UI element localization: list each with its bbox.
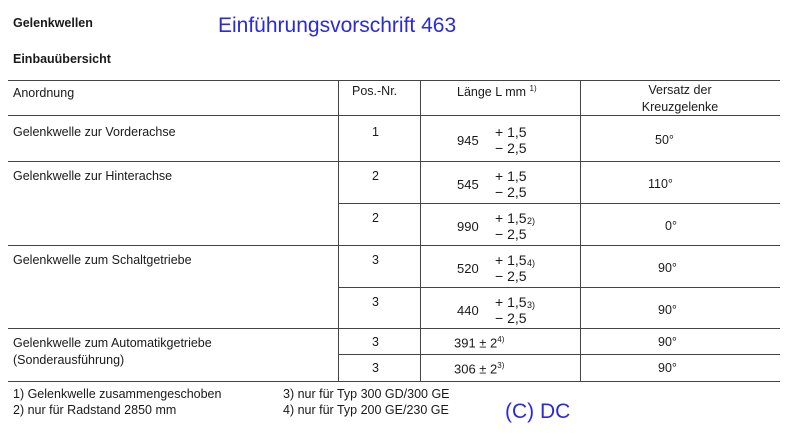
row-pos: 1 (372, 125, 379, 139)
subsection-title: Einbauübersicht (13, 52, 111, 66)
row-footnote-ref: 2) (527, 216, 536, 226)
row-length: 440 (457, 303, 479, 318)
row-tolerance: + 1,5 − 2,5 (495, 252, 527, 284)
row-label: Gelenkwelle zur Hinterachse (13, 169, 173, 183)
row-tolerance: + 1,5 − 2,5 (495, 294, 527, 326)
row-label: Gelenkwelle zum Schaltgetriebe (13, 253, 192, 267)
row-length: 545 (457, 177, 479, 192)
footnote: 4) nur für Typ 200 GE/230 GE (283, 403, 449, 417)
footnote: 3) nur für Typ 300 GD/300 GE (283, 387, 450, 401)
row-tolerance: + 1,5 − 2,5 (495, 210, 527, 242)
row-label: Gelenkwelle zum Automatikgetriebe (Sonderausführung) (13, 336, 212, 367)
copyright-watermark: (C) DC (505, 400, 571, 423)
row-footnote-ref: 4) (527, 258, 536, 268)
row-versatz: 90° (658, 335, 677, 349)
row-pos: 2 (372, 169, 379, 183)
row-pos: 3 (372, 335, 379, 349)
row-pos: 3 (372, 253, 379, 267)
row-pos: 3 (372, 295, 379, 309)
row-versatz: 90° (658, 261, 677, 275)
header-anordnung: Anordnung (13, 86, 75, 100)
row-pos: 2 (372, 211, 379, 225)
row-versatz: 110° (648, 177, 673, 191)
row-versatz: 90° (658, 303, 677, 317)
row-length: 520 (457, 261, 479, 276)
row-versatz: 50° (655, 133, 674, 147)
row-tolerance: + 1,5 − 2,5 (495, 168, 527, 200)
row-length: $391 \pm 2^{4)}$ (454, 335, 505, 351)
row-versatz: 90° (658, 361, 677, 375)
row-length: 990 (457, 219, 479, 234)
row-length: 945 (457, 133, 479, 148)
footnote: 1) Gelenkwelle zusammengeschoben (13, 387, 222, 401)
row-footnote-ref: 3) (527, 300, 536, 310)
row-label: Gelenkwelle zur Vorderachse (13, 125, 176, 139)
header-laenge: Länge L mm $^{1)}$ (457, 84, 537, 100)
row-versatz: 0° (665, 219, 677, 233)
row-pos: 3 (372, 361, 379, 375)
row-tolerance: + 1,5 − 2,5 (495, 124, 527, 156)
row-length: $306 \pm 2^{3)}$ (454, 361, 505, 377)
document-title: Einführungsvorschrift 463 (218, 14, 457, 37)
section-title: Gelenkwellen (13, 16, 93, 30)
footnote: 2) nur für Radstand 2850 mm (13, 403, 177, 417)
header-pos: Pos.-Nr. (352, 84, 398, 98)
header-versatz: Versatz der Kreuzgelenke (641, 83, 719, 114)
